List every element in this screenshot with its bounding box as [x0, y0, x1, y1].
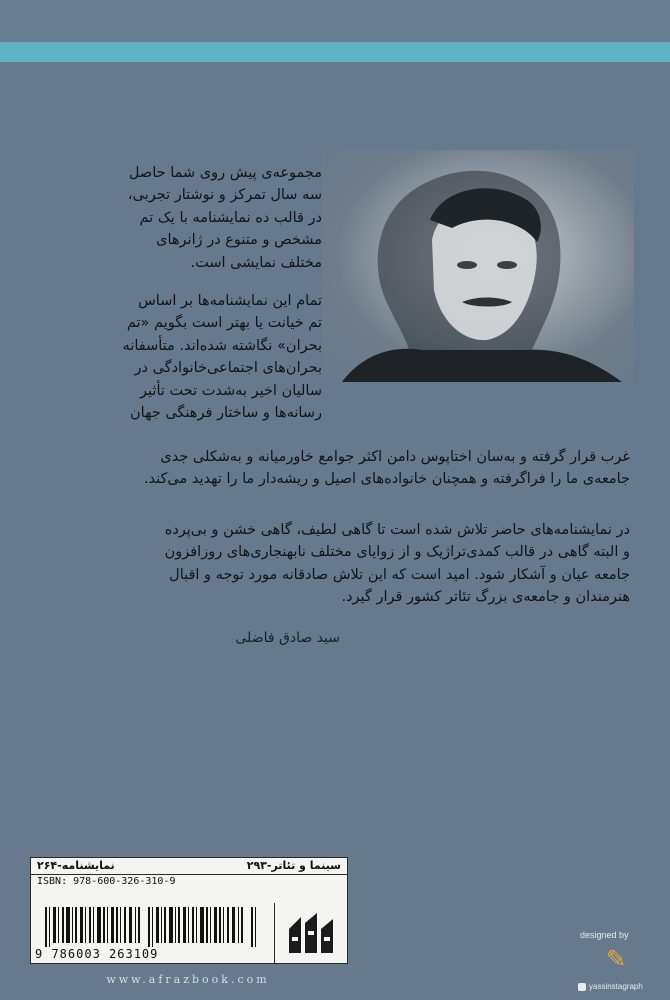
designer-instagram [578, 982, 643, 991]
text-line: جامعه‌ی ما را فراگرفته و همچنان خانواده‌های اصیل و ریشه‌دار ما را تهدید می‌کند. [143, 471, 630, 488]
isbn-text: ISBN: 978-600-326-310-9 [37, 876, 176, 887]
teal-stripe [0, 42, 670, 62]
paragraph-theme-cont [110, 446, 630, 491]
series-label: سینما و تئاتر-۲۹۳ [246, 859, 341, 872]
text-line: تمام این نمایشنامه‌ها بر اساس [138, 293, 322, 309]
instagram-icon [578, 983, 586, 991]
text-line: مختلف نمایشی است. [190, 254, 322, 271]
text-line: در قالب ده نمایشنامه با یک تم [139, 209, 322, 226]
afraz-logo-icon [283, 907, 339, 959]
paragraph-closing [110, 519, 630, 609]
designer-signature-mark: ✎ [605, 945, 627, 973]
barcode [30, 903, 276, 964]
play-number: نمایشنامه-۲۶۴ [37, 859, 115, 872]
text-line: بحران» نگاشته شده‌اند. متأسفانه [122, 337, 322, 354]
publisher-website: www.afrazbook.com [106, 973, 270, 986]
barcode-digits: 9 786003 263109 [35, 947, 159, 961]
barcode-bars [45, 907, 261, 947]
text-line: و البته گاهی در قالب کمدی‌تراژیک و از زوایای مختلف نابهنجاری‌های روزافزون [164, 544, 630, 561]
text-line: رسانه‌ها و ساختار فرهنگی جهان [130, 405, 322, 422]
designed-by-label: designed by [580, 930, 629, 940]
text-line: تم خیانت یا بهتر است بگویم «تم [126, 315, 322, 332]
publisher-logo [274, 903, 348, 964]
paragraph-intro [110, 162, 322, 274]
series-row [31, 858, 347, 875]
book-info-box [30, 857, 348, 905]
text-line: مشخص و متنوع در ژانرهای [156, 232, 322, 249]
text-line: مجموعه‌ی پیش روی شما حاصل [128, 165, 322, 181]
text-line: جامعه عیان و آشکار شود. امید است که این تلاش صادقانه مورد توجه و اقبال [169, 566, 630, 583]
text-line: در نمایشنامه‌های حاضر تلاش شده است تا گاهی لطیف، گاهی خشن و بی‌پرده [164, 522, 630, 538]
text-line: سالیان اخیر به‌شدت تحت تأثیر [140, 382, 322, 399]
text-line: بحران‌های اجتماعی‌خانوادگی در [134, 360, 322, 377]
paragraph-theme [110, 290, 322, 424]
text-line: سه سال تمرکز و نوشتار تجربی، [127, 187, 322, 204]
text-line: غرب قرار گرفته و به‌سان اختاپوس دامن اکثر جوامع خاورمیانه و به‌شکلی جدی [160, 449, 630, 465]
author-signature: سید صادق فاضلی [235, 630, 340, 646]
text-line: هنرمندان و جامعه‌ی بزرگ تئاتر کشور قرار گیرد. [341, 589, 630, 606]
instagram-handle: yassinstagraph [589, 982, 643, 991]
author-photo [322, 150, 634, 382]
